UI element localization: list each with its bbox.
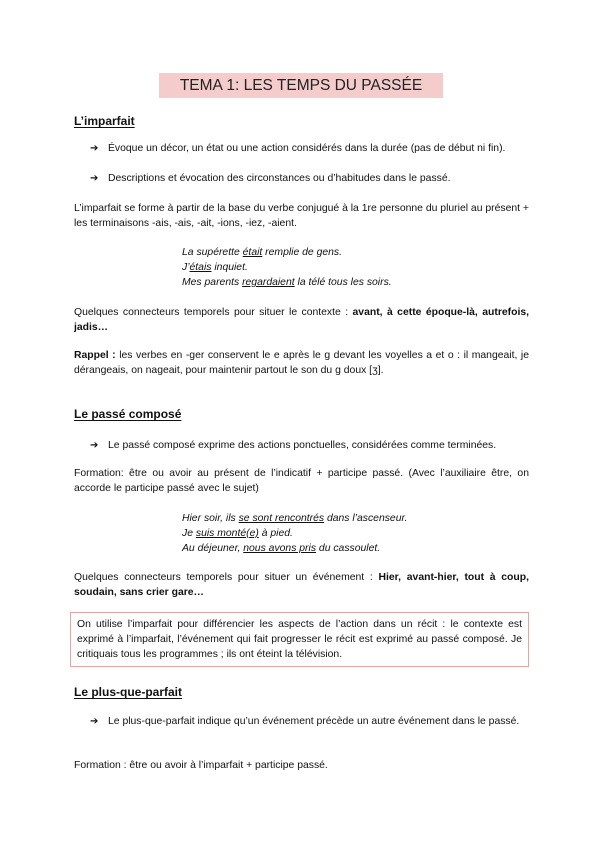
formation-paragraph: Formation : être ou avoir à l’imparfait + participe passé.: [74, 760, 328, 771]
connecteurs-paragraph: [74, 570, 529, 600]
rappel-paragraph: [74, 348, 529, 378]
list-item: [90, 714, 530, 729]
example-text: J’: [182, 262, 190, 273]
example-text: La supérette: [182, 247, 243, 258]
example-text: du cassoulet.: [316, 543, 381, 554]
rappel-label: Rappel :: [74, 350, 116, 361]
formation-paragraph: L’imparfait se forme à partir de la base du verbe conjugué à la 1re personne du pluriel au présent + les terminaisons -ais, -ais, -ait, -ions, -iez, -aient.: [74, 203, 529, 229]
example-line: [182, 275, 392, 290]
connecteurs-list: Hier, avant-hier, tout à coup, soudain, sans crier gare…: [74, 572, 529, 598]
example-verb: se sont rencontrés: [238, 513, 325, 524]
example-verb: regardaient: [242, 277, 295, 288]
example-text: à pied.: [258, 528, 293, 539]
list-item-text: Le passé composé exprime des actions ponctuelles, considérées comme terminées.: [108, 440, 497, 451]
list-item-text: Le plus-que-parfait indique qu’un événement précède un autre événement dans le passé.: [108, 716, 520, 727]
arrow-icon: ➔: [90, 716, 99, 727]
note-box: On utilise l’imparfait pour différencier les aspects de l’action dans un récit : le contexte est exprimé à l’imparfait, l’événement qui fait progresser le récit est exprimé au passé composé. Je critiquais tous les programmes ; ils ont éteint la télévision.: [70, 612, 529, 667]
rappel-text: les verbes en -ger conservent le e après le g devant les voyelles a et o : il mangeait, je dérangeais, on nageait, pour maintenir partout le son du g doux [ʒ].: [74, 350, 529, 376]
connecteurs-intro: Quelques connecteurs temporels pour situer le contexte :: [74, 307, 353, 318]
example-text: inquiet.: [211, 262, 248, 273]
arrow-icon: ➔: [90, 173, 99, 184]
example-line: [182, 541, 380, 556]
connecteurs-intro: Quelques connecteurs temporels pour situer un événement :: [74, 572, 379, 583]
example-text: Je: [182, 528, 196, 539]
list-item: [90, 171, 530, 186]
section-heading-imparfait: L’imparfait: [74, 114, 135, 128]
example-text: la télé tous les soirs.: [294, 277, 392, 288]
formation-paragraph: Formation: être ou avoir au présent de l’indicatif + participe passé. (Avec l’auxiliaire être, on accorde le participe passé avec le sujet): [74, 468, 529, 494]
example-text: Hier soir, ils: [182, 513, 239, 524]
list-item: [90, 141, 530, 156]
example-text: remplie de gens.: [262, 247, 343, 258]
list-item-text: Descriptions et évocation des circonstances ou d’habitudes dans le passé.: [108, 173, 451, 184]
list-item-text: Évoque un décor, un état ou une action considérés dans la durée (pas de début ni fin).: [108, 143, 506, 154]
example-text: Mes parents: [182, 277, 243, 288]
example-verb: nous avons pris: [243, 543, 317, 554]
section-heading-passe-compose: Le passé composé: [74, 407, 182, 421]
connecteurs-paragraph: [74, 305, 529, 335]
page-title: TEMA 1: LES TEMPS DU PASSÉE: [159, 73, 443, 98]
example-text: dans l’ascenseur.: [324, 513, 408, 524]
example-verb: était: [242, 247, 263, 258]
example-text: Au déjeuner,: [182, 543, 244, 554]
arrow-icon: ➔: [90, 440, 99, 451]
example-line: [182, 511, 407, 526]
example-line: [182, 260, 248, 275]
connecteurs-list: avant, à cette époque-là, autrefois, jadis…: [74, 307, 530, 333]
arrow-icon: ➔: [90, 143, 99, 154]
list-item: [90, 438, 530, 453]
section-heading-plus-que-parfait: Le plus-que-parfait: [74, 685, 183, 699]
example-line: [182, 526, 293, 541]
example-verb: étais: [189, 262, 212, 273]
example-line: [182, 245, 342, 260]
example-verb: suis monté(e): [195, 528, 259, 539]
